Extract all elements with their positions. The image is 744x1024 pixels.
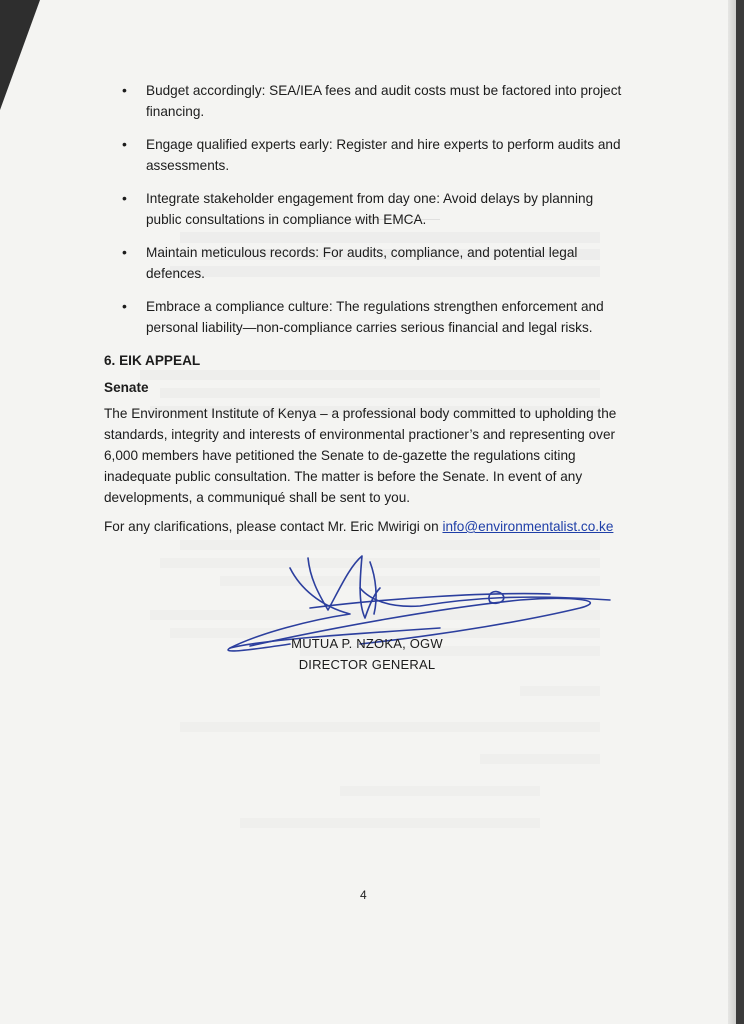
page-content xyxy=(104,80,624,545)
contact-text: For any clarifications, please contact Mr. Eric Mwirigi on xyxy=(104,519,443,534)
contact-line xyxy=(104,516,624,537)
list-item: • Integrate stakeholder engagement from day one: Avoid delays by planning public consultations in compliance with EMCA. xyxy=(104,188,624,230)
recommendation-list xyxy=(104,80,624,338)
appeal-paragraph: The Environment Institute of Kenya – a professional body committed to upholding the standards, integrity and interests of environmental practioner’s and representing over 6,000 members have petitioned the Senate to de-gazette the regulations citing inadequate public consultation. The matter is before the Senate. In event of any developments, a communiqué shall be sent to you. xyxy=(104,406,617,505)
page-number: 4 xyxy=(360,888,367,902)
contact-email-link[interactable]: info@environmentalist.co.ke xyxy=(442,519,614,534)
signatory-name: MUTUA P. NZOKA, OGW xyxy=(291,636,443,651)
signatory-title: DIRECTOR GENERAL xyxy=(298,657,436,672)
folded-corner-shadow xyxy=(0,0,40,110)
list-item: • Budget accordingly: SEA/IEA fees and audit costs must be factored into project financing. xyxy=(104,80,624,122)
list-item: • Engage qualified experts early: Register and hire experts to perform audits and assessments. xyxy=(104,134,624,176)
list-item: • Maintain meticulous records: For audits, compliance, and potential legal defences. xyxy=(104,242,624,284)
section-heading: 6. EIK APPEAL xyxy=(104,353,201,368)
list-item: • Embrace a compliance culture: The regulations strengthen enforcement and personal liability—non-compliance carries serious financial and legal risks. xyxy=(104,296,624,338)
sub-heading: Senate xyxy=(104,380,149,395)
signature-block xyxy=(190,548,630,688)
page-edge xyxy=(728,0,736,1024)
